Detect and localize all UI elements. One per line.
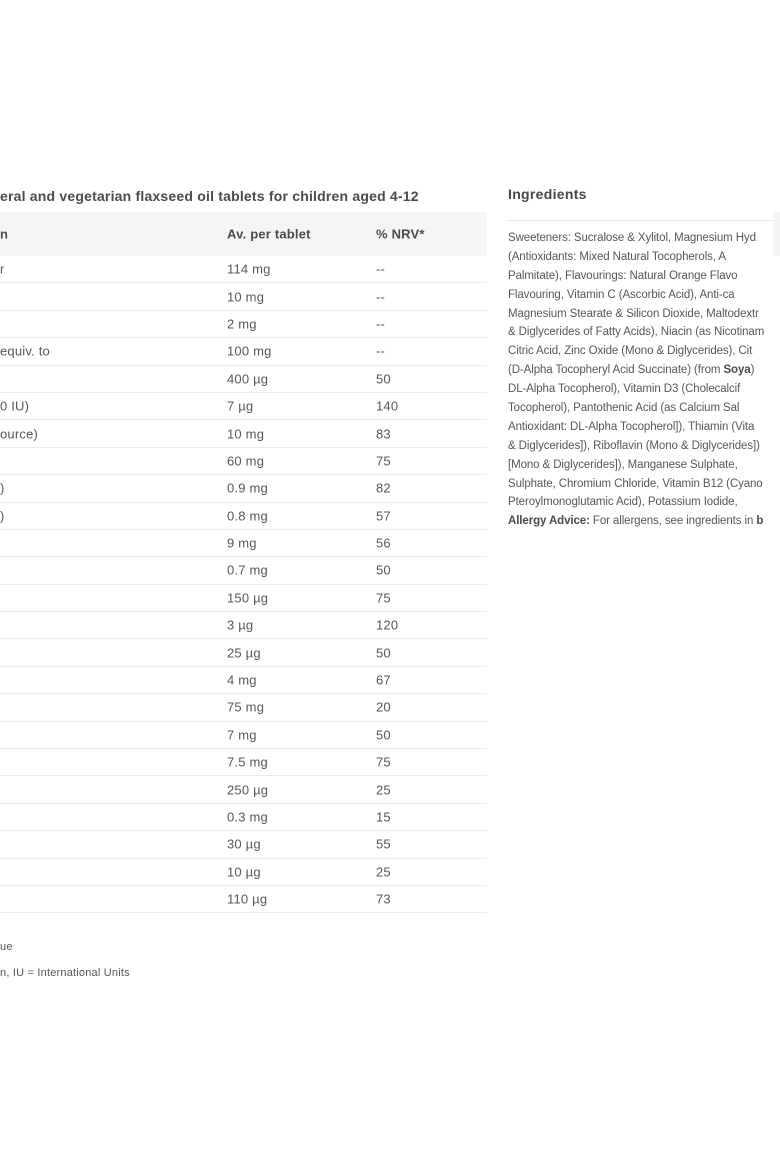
column-header-av-per-tablet: Av. per tablet: [227, 226, 311, 242]
nutrient-label: ource): [0, 426, 39, 442]
table-row: [0, 448, 487, 475]
nrv-value: 20: [376, 699, 391, 715]
amount-value: 9 mg: [227, 535, 257, 551]
ingredients-text: Antioxidant: DL-Alpha Tocopherol]), Thiamin (Vita: [508, 420, 755, 433]
nrv-value: 67: [376, 672, 391, 688]
nrv-value: 50: [376, 562, 391, 578]
ingredients-text: Sulphate, Chromium Chloride, Vitamin B12 (Cyano: [508, 477, 763, 490]
ingredients-text: (Antioxidants: Mixed Natural Tocopherols, A: [508, 250, 726, 263]
adjacent-section-header-edge: [773, 212, 780, 256]
ingredients-text: Flavouring, Vitamin C (Ascorbic Acid), Anti-ca: [508, 288, 735, 301]
ingredients-text: Citric Acid, Zinc Oxide (Mono & Diglycerides), Cit: [508, 345, 753, 358]
table-row: [0, 585, 487, 612]
amount-value: 7 µg: [227, 398, 254, 414]
ingredients-line: [508, 267, 780, 286]
ingredients-line: [508, 361, 780, 380]
ingredients-line: [508, 342, 780, 361]
amount-value: 7.5 mg: [227, 754, 268, 770]
amount-value: 0.8 mg: [227, 508, 268, 524]
nrv-value: 120: [376, 617, 399, 633]
ingredients-bold-text: Soya: [723, 364, 751, 377]
product-description-title: eral and vegetarian flaxseed oil tablets for children aged 4-12: [0, 188, 419, 204]
ingredients-line: [508, 305, 780, 324]
nrv-value: 56: [376, 535, 391, 551]
nutrition-table-header-row: [0, 212, 487, 256]
amount-value: 30 µg: [227, 836, 261, 852]
ingredients-text: & Diglycerides of Fatty Acids), Niacin (as Nicotinam: [508, 326, 765, 339]
amount-value: 25 µg: [227, 645, 261, 661]
nrv-value: 55: [376, 836, 391, 852]
ingredients-text: Tocopherol), Pantothenic Acid (as Calcium Sal: [508, 402, 740, 415]
amount-value: 0.9 mg: [227, 480, 268, 496]
nrv-value: --: [376, 289, 386, 305]
amount-value: 10 mg: [227, 289, 265, 305]
amount-value: 60 mg: [227, 453, 265, 469]
ingredients-text: Magnesium Stearate & Silicon Dioxide, Maltodextr: [508, 307, 759, 320]
nrv-value: 73: [376, 891, 391, 907]
table-row: [0, 420, 487, 447]
ingredients-text: For allergens, see ingredients in: [589, 515, 757, 528]
ingredients-line: [508, 380, 780, 399]
ingredients-line: [508, 475, 780, 494]
footnote-nrv: ue: [0, 941, 13, 953]
ingredients-text: DL-Alpha Tocopherol), Vitamin D3 (Cholecalcif: [508, 383, 741, 396]
table-row: [0, 530, 487, 557]
footnote-units: n, IU = International Units: [0, 967, 130, 979]
amount-value: 3 µg: [227, 617, 254, 633]
ingredients-text: ): [750, 364, 755, 377]
ingredients-bold-text: b: [756, 515, 764, 528]
amount-value: 75 mg: [227, 699, 265, 715]
table-row: [0, 749, 487, 776]
ingredients-text: Sweeteners: Sucralose & Xylitol, Magnesium Hyd: [508, 232, 756, 244]
column-header-composition: n: [0, 226, 9, 242]
nrv-value: 75: [376, 453, 391, 469]
amount-value: 4 mg: [227, 672, 257, 688]
amount-value: 100 mg: [227, 343, 272, 359]
table-row: [0, 667, 487, 694]
ingredients-line: [508, 248, 780, 267]
ingredients-divider: [508, 220, 774, 221]
nutrient-label: ): [0, 480, 5, 496]
amount-value: 110 µg: [227, 891, 268, 907]
amount-value: 0.3 mg: [227, 809, 268, 825]
column-header-percent-nrv: % NRV*: [376, 226, 425, 242]
ingredients-bold-text: Allergy Advice:: [508, 515, 590, 528]
table-row: [0, 256, 487, 283]
ingredients-line: [508, 437, 780, 456]
table-row: [0, 311, 487, 338]
amount-value: 10 mg: [227, 426, 265, 442]
table-row: [0, 366, 487, 393]
ingredients-line: [508, 512, 780, 531]
table-row: [0, 393, 487, 420]
ingredients-line: [508, 456, 780, 475]
table-row: [0, 639, 487, 666]
amount-value: 250 µg: [227, 782, 269, 798]
table-row: [0, 886, 487, 913]
amount-value: 150 µg: [227, 590, 269, 606]
nrv-value: 75: [376, 590, 391, 606]
table-row: [0, 859, 487, 886]
nutrient-label: r: [0, 261, 5, 277]
amount-value: 0.7 mg: [227, 562, 268, 578]
nrv-value: 75: [376, 754, 391, 770]
nrv-value: 140: [376, 398, 399, 414]
ingredients-line: [508, 493, 780, 512]
ingredients-text: [Mono & Diglycerides]), Manganese Sulphate,: [508, 458, 738, 471]
ingredients-line: [508, 229, 780, 248]
nrv-value: 50: [376, 645, 391, 661]
table-row: [0, 694, 487, 721]
ingredients-line: [508, 399, 780, 418]
table-row: [0, 338, 487, 365]
nrv-value: 82: [376, 480, 391, 496]
nrv-value: --: [376, 316, 386, 332]
ingredients-text: Pteroylmonoglutamic Acid), Potassium Iodide,: [508, 496, 738, 509]
ingredients-text: (D-Alpha Tocopheryl Acid Succinate) (from: [508, 364, 724, 377]
nrv-value: 25: [376, 864, 391, 880]
nutrient-label: equiv. to: [0, 343, 50, 359]
nrv-value: --: [376, 343, 386, 359]
ingredients-heading: Ingredients: [508, 186, 587, 202]
ingredients-paragraph: [508, 229, 780, 531]
table-row: [0, 776, 487, 803]
nrv-value: 25: [376, 782, 391, 798]
ingredients-text: Palmitate), Flavourings: Natural Orange Flavo: [508, 269, 738, 282]
nrv-value: --: [376, 261, 386, 277]
nrv-value: 15: [376, 809, 391, 825]
table-row: [0, 612, 487, 639]
nrv-value: 57: [376, 508, 391, 524]
ingredients-line: [508, 418, 780, 437]
nutrient-label: ): [0, 508, 5, 524]
table-row: [0, 804, 487, 831]
table-row: [0, 831, 487, 858]
nrv-value: 83: [376, 426, 391, 442]
nrv-value: 50: [376, 371, 391, 387]
ingredients-text: & Diglycerides]), Riboflavin (Mono & Diglycerides]): [508, 439, 760, 452]
amount-value: 7 mg: [227, 727, 257, 743]
table-row: [0, 722, 487, 749]
amount-value: 400 µg: [227, 371, 269, 387]
nutrition-table-body: [0, 256, 487, 913]
ingredients-line: [508, 286, 780, 305]
amount-value: 2 mg: [227, 316, 257, 332]
amount-value: 114 mg: [227, 261, 271, 277]
table-row: [0, 283, 487, 310]
nrv-value: 50: [376, 727, 391, 743]
ingredients-line: [508, 323, 780, 342]
nutrition-table: [0, 212, 487, 913]
table-row: [0, 503, 487, 530]
nutrient-label: 0 IU): [0, 398, 30, 414]
table-row: [0, 475, 487, 502]
amount-value: 10 µg: [227, 864, 261, 880]
table-row: [0, 557, 487, 584]
